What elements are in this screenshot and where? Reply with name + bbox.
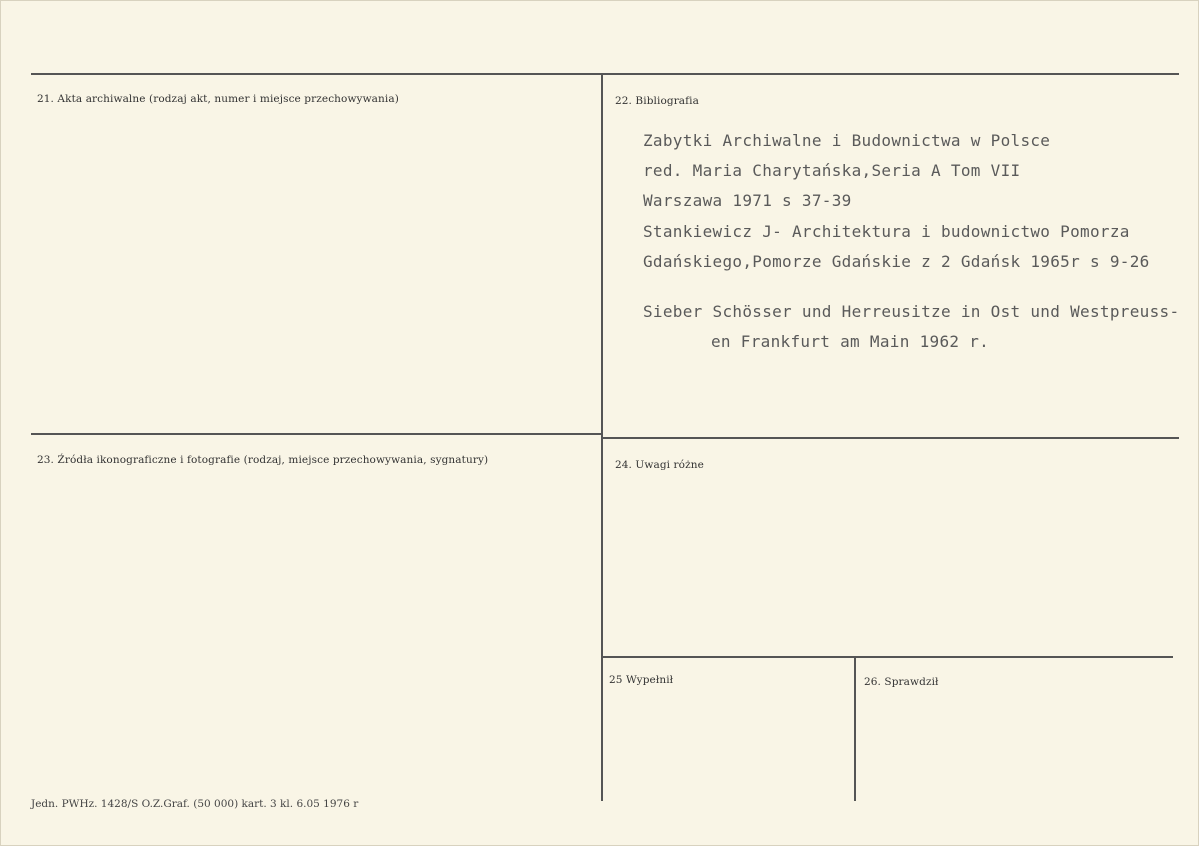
section-26-label: 26. Sprawdził — [864, 676, 939, 688]
print-footer: Jedn. PWHz. 1428/S O.Z.Graf. (50 000) kart. 3 kl. 6.05 1976 r — [31, 798, 359, 810]
right-middle-rule — [603, 437, 1179, 439]
section-22-label: 22. Bibliografia — [615, 95, 699, 107]
bibliography-line: Sieber Schösser und Herreusitze in Ost und Westpreuss- — [643, 302, 1180, 321]
signature-divider-rule — [854, 658, 856, 801]
bibliography-line: red. Maria Charytańska,Seria A Tom VII — [643, 161, 1021, 180]
bibliography-line: Stankiewicz J- Architektura i budownictwo Pomorza — [643, 222, 1130, 241]
section-23-label: 23. Źródła ikonograficzne i fotografie (rodzaj, miejsce przechowywania, sygnatury) — [37, 454, 489, 466]
signature-rule — [603, 656, 1173, 658]
section-21-label: 21. Akta archiwalne (rodzaj akt, numer i miejsce przechowywania) — [37, 93, 399, 105]
left-middle-rule — [31, 433, 601, 435]
bibliography-line: Warszawa 1971 s 37-39 — [643, 191, 852, 210]
bibliography-line: Zabytki Archiwalne i Budownictwa w Polsce — [643, 131, 1051, 150]
bibliography-line: Gdańskiego,Pomorze Gdańskie z 2 Gdańsk 1965r s 9-26 — [643, 252, 1150, 271]
bibliography-line: en Frankfurt am Main 1962 r. — [711, 332, 990, 351]
section-25-label: 25 Wypełnił — [609, 674, 674, 686]
top-rule — [31, 73, 1179, 75]
section-24-label: 24. Uwagi różne — [615, 459, 704, 471]
